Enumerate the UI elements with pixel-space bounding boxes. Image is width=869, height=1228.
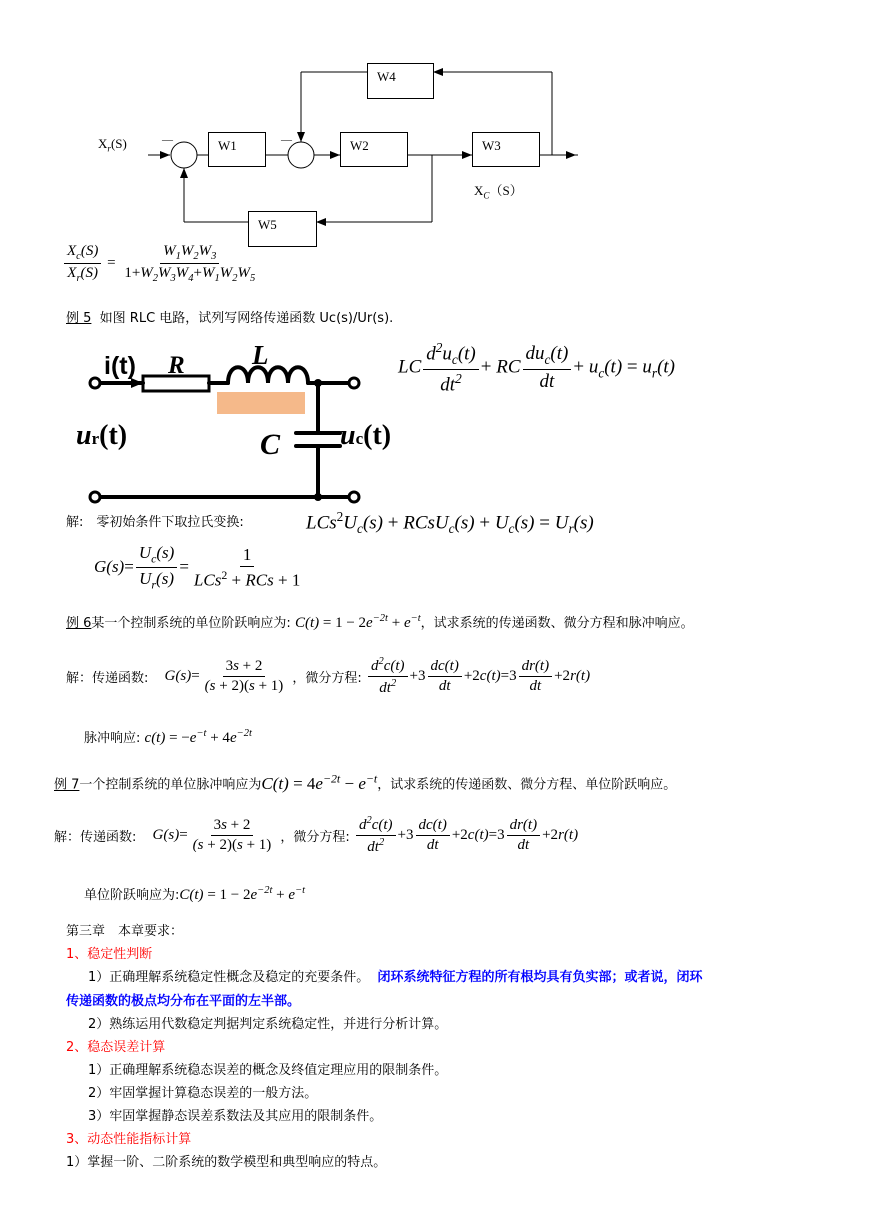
example6-sol-label: 解：传递函数: [66, 670, 149, 686]
example5-solution-label: 解: 零初始条件下取拉氏变换: [66, 515, 244, 530]
example7-impulse-response: $C(t) = 4e^{-2t} - e^{-t}$ [261, 771, 378, 793]
block-w1 [208, 132, 266, 167]
capacitor-label: C [260, 428, 281, 461]
output-subscript: C [483, 190, 490, 201]
example6-impulse [84, 727, 252, 747]
chapter3-section3-item1: 1）掌握一阶、二阶系统的数学模型和典型响应的特点。 [66, 1155, 387, 1170]
input-voltage-label [76, 420, 127, 452]
example6-impulse-label: 脉冲响应: [84, 731, 141, 746]
output-symbol: X [474, 183, 484, 198]
example6-impulse-response: $c(t) = -e^{-t} + 4e^{-2t}$ [144, 728, 252, 746]
example5-text: 如图 RLC 电路，试列写网络传递函数 Uc(s)/Ur(s). [99, 311, 394, 326]
example7-transfer-function: G(s)= $\frac{3s + 2}{(s + 2)(s + 1)}$ [152, 817, 272, 853]
output-voltage-label [340, 420, 391, 452]
block-diagram-lines [0, 0, 869, 260]
block-w1-label: W1 [218, 138, 237, 153]
block-diagram-transfer-function: $\frac{X_c(S)}{X_r(S)}$ = $\frac{W_1W_2W_3}{1+W_2W_3W_4+W_1W_2W_5}$ [62, 243, 260, 284]
minus-sign-2: — [281, 134, 292, 146]
laplace-equation: $LCs^2U_c(s)$ + RCsU$_c$(s) + $U_c(s) = U_r(s)$ [306, 509, 594, 537]
current-label: i(t) [104, 352, 136, 380]
example7-step-response: $C(t) = 1 - 2e^{-2t} + e^{-t}$ [179, 885, 306, 903]
example7-step [84, 884, 305, 904]
block-w4 [367, 63, 434, 99]
input-subscript: r [107, 143, 111, 154]
example7-differential-equation: $\frac{d^2c(t)}{dt^2}$ +3 $\frac{dc(t)}{dt}$ +2c(t)=3 $\frac{dr(t)}{dt}$ +2r(t) [354, 827, 578, 843]
example6-label: 例 6 [66, 616, 92, 631]
output-voltage-arg: (t) [363, 420, 392, 451]
example7-statement [54, 771, 676, 794]
block-w3-label: W3 [482, 138, 501, 153]
example7-step-label: 单位阶跃响应为: [84, 888, 180, 903]
input-voltage-symbol: u [76, 420, 92, 451]
input-voltage-subscript: r [91, 429, 100, 448]
chapter3-section2: 2、稳态误差计算 [66, 1040, 166, 1055]
chapter3-section1-item2: 2）熟练运用代数稳定判据判定系统稳定性，并进行分析计算。 [88, 1017, 448, 1032]
chapter3-section1-item1 [88, 966, 703, 985]
chapter3-section2-item3: 3）牢固掌握静态误差系数法及其应用的限制条件。 [88, 1109, 383, 1124]
example5-statement [66, 307, 393, 326]
chapter3-section1: 1、稳定性判断 [66, 947, 153, 962]
inductor-label: L [252, 340, 269, 370]
rlc-differential-equation: LC $\frac{d^2u_c(t)}{dt^2}$ + RC $\frac{du_c(t)}{dt}$ + $u_c(t) = u_r(t)$ [398, 340, 675, 396]
example7-sol-label: 解：传递函数: [54, 829, 137, 845]
block-w4-label: W4 [377, 69, 396, 84]
minus-sign-1: — [162, 134, 173, 146]
example6-statement [66, 612, 694, 632]
block-w5-label: W5 [258, 217, 277, 232]
example6-text-a: 某一个控制系统的单位阶跃响应为: [91, 616, 291, 631]
example5-label: 例 5 [66, 311, 92, 326]
sec1-item1-text: 1）正确理解系统稳定性概念及稳定的充要条件。 [88, 970, 370, 985]
chapter3-title: 第三章 本章要求： [66, 924, 184, 939]
sec1-item1-emphasis: 闭环系统特征方程的所有根均具有负实部；或者说，闭环 [377, 970, 703, 985]
resistor-label: R [168, 352, 185, 379]
example7-label: 例 7 [54, 777, 80, 793]
output-voltage-symbol: u [340, 420, 356, 451]
example6-differential-equation: $\frac{d^2c(t)}{dt^2}$ +3 $\frac{dc(t)}{dt}$ +2c(t)=3 $\frac{dr(t)}{dt}$ +2r(t) [366, 668, 590, 684]
example6-solution [66, 656, 590, 697]
input-voltage-arg: (t) [99, 420, 128, 451]
block-w2 [340, 132, 408, 167]
block-w5 [248, 211, 317, 247]
example6-step-response: $C(t) = 1 - 2e^{-2t} + e^{-t}$ [294, 613, 421, 631]
block-w2-label: W2 [350, 138, 369, 153]
example6-transfer-function: G(s)= $\frac{3s + 2}{(s + 2)(s + 1)}$ [164, 658, 284, 694]
example6-diff-label: ，微分方程: [292, 670, 362, 686]
output-argument: （S） [489, 183, 523, 198]
input-symbol: X [98, 136, 108, 151]
output-label [474, 180, 523, 201]
rlc-transfer-function: G(s)= $\frac{U_c(s)}{U_r(s)}$ = $\frac{1}{LCs^2 + RCs + 1}$ [94, 543, 301, 592]
example6-text-b: ，试求系统的传递函数、微分方程和脉冲响应。 [420, 616, 694, 631]
chapter3-section2-item1: 1）正确理解系统稳态误差的概念及终值定理应用的限制条件。 [88, 1063, 448, 1078]
input-label [98, 136, 127, 154]
chapter3-section2-item2: 2）牢固掌握计算稳态误差的一般方法。 [88, 1086, 318, 1101]
example7-diff-label: ，微分方程: [280, 829, 350, 845]
output-voltage-subscript: c [355, 429, 364, 448]
chapter3-section3: 3、动态性能指标计算 [66, 1132, 192, 1147]
example7-solution [54, 815, 578, 856]
block-w3 [472, 132, 540, 167]
example7-text-b: ，试求系统的传递函数、微分方程、单位阶跃响应。 [377, 777, 677, 793]
inductor-core [217, 392, 305, 414]
chapter3-section1-item1-cont: 传递函数的极点均分布在平面的左半部。 [66, 994, 301, 1009]
input-argument: (S) [110, 136, 127, 151]
example7-text-a: 一个控制系统的单位脉冲响应为 [79, 777, 262, 793]
